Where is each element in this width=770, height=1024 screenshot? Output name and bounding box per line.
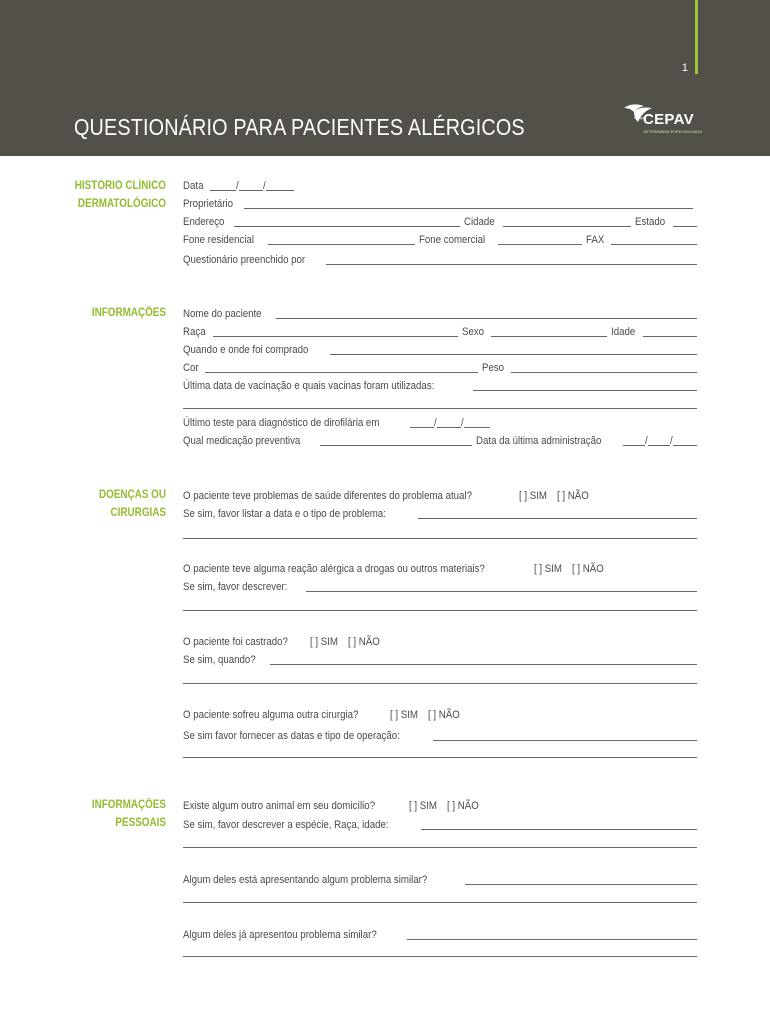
comprado-label: Quando e onde foi comprado: [183, 344, 309, 356]
doencas-q4-text: O paciente sofreu alguma outra cirurgia?: [183, 709, 359, 721]
doencas-q1-detail: Se sim, favor listar a data e o tipo de problema:: [183, 508, 386, 520]
pessoais-q2-field[interactable]: [465, 872, 697, 885]
pessoais-q1-row: [183, 797, 697, 813]
doencas-q2-detail: Se sim, favor descrever:: [183, 581, 288, 593]
pessoais-q2-text: Algum deles está apresentando algum problema similar?: [183, 874, 428, 886]
ultima-admin-label: Data da última administração: [476, 435, 602, 447]
date-slash: /: [644, 435, 648, 447]
doencas-q4-extra-line[interactable]: [183, 757, 697, 758]
fax-label: FAX: [586, 234, 605, 246]
fone-comercial-field[interactable]: [498, 232, 582, 245]
sexo-label: Sexo: [462, 326, 485, 338]
pessoais-q1-detail-row: [183, 816, 697, 832]
section-label-historico: [28, 177, 166, 213]
doencas-q3-detail-row: [183, 651, 697, 667]
cor-field[interactable]: [205, 360, 478, 373]
doencas-q2-nao[interactable]: [ ] NÃO: [571, 563, 604, 575]
doencas-q2-sim[interactable]: [ ] SIM: [534, 563, 562, 575]
pessoais-q2-extra-line[interactable]: [183, 902, 697, 903]
fone-comercial-label: Fone comercial: [419, 234, 486, 246]
fax-field[interactable]: [611, 232, 697, 245]
header-banner: [0, 0, 770, 156]
fone-residencial-field[interactable]: [268, 232, 415, 245]
date-slash: /: [461, 417, 464, 429]
doencas-q1-nao[interactable]: [ ] NÃO: [557, 490, 589, 502]
section-label-informacoes: [28, 304, 166, 322]
pessoais-q3-field[interactable]: [407, 927, 697, 940]
doencas-q2-field[interactable]: [306, 579, 697, 592]
dirofilaria-row: [183, 414, 697, 430]
logo-subtitle: VETERINÁRIA ESPECIALIZADA: [643, 129, 702, 134]
fone-row: [183, 231, 697, 247]
pessoais-q1-detail: Se sim, favor descrever a espécie, Raça, idade:: [183, 819, 389, 831]
proprietario-label: Proprietário: [183, 198, 234, 210]
doencas-q4-nao[interactable]: [ ] NÃO: [428, 709, 460, 721]
raca-row: [183, 323, 697, 339]
admin-month-field[interactable]: [648, 433, 670, 446]
proprietario-row: [183, 195, 697, 211]
pessoais-q3-row: [183, 926, 697, 942]
date-slash: /: [669, 435, 673, 447]
doencas-q1-extra-line[interactable]: [183, 538, 697, 539]
pessoais-q1-field[interactable]: [421, 817, 697, 830]
date-slash: /: [263, 180, 267, 192]
vacinacao-label: Última data de vacinação e quais vacinas foram utilizadas:: [183, 380, 435, 392]
label-line: DERMATOLÓGICO: [77, 198, 166, 210]
doencas-q3-nao[interactable]: [ ] NÃO: [348, 636, 380, 648]
doencas-q1-sim[interactable]: [ ] SIM: [519, 490, 548, 502]
doencas-q1-field[interactable]: [418, 506, 697, 519]
label-line: PESSOAIS: [115, 817, 166, 829]
cepav-logo: [622, 102, 702, 138]
doencas-q2-detail-row: [183, 578, 697, 594]
endereco-field[interactable]: [234, 214, 460, 227]
raca-label: Raça: [183, 326, 206, 338]
diro-year-field[interactable]: [464, 415, 490, 428]
preenchido-field[interactable]: [326, 252, 697, 265]
pessoais-q1-sim[interactable]: [ ] SIM: [409, 800, 438, 812]
preenchido-label: Questionário preenchido por: [183, 254, 306, 266]
endereco-row: [183, 213, 697, 229]
vacinacao-row: [183, 377, 697, 393]
admin-year-field[interactable]: [673, 433, 697, 446]
doencas-q2-extra-line[interactable]: [183, 610, 697, 611]
doencas-q1-row: [183, 487, 697, 503]
vacinacao-field[interactable]: [473, 378, 697, 391]
doencas-q4-row: [183, 706, 697, 722]
pessoais-q1-text: Existe algum outro animal em seu domicílio?: [183, 800, 376, 812]
doencas-q4-detail: Se sim favor fornecer as datas e tipo de operação:: [183, 730, 400, 742]
doencas-q1-text: O paciente teve problemas de saúde diferentes do problema atual?: [183, 490, 472, 502]
pessoais-q3-extra-line[interactable]: [183, 956, 697, 957]
preenchido-row: [183, 251, 697, 267]
doencas-q4-sim[interactable]: [ ] SIM: [390, 709, 419, 721]
pessoais-q3-text: Algum deles já apresentou problema similar?: [183, 929, 377, 941]
label-line: DOENÇAS OU: [98, 489, 166, 501]
nome-field[interactable]: [276, 306, 697, 319]
doencas-q3-detail: Se sim, quando?: [183, 654, 256, 666]
proprietario-field[interactable]: [244, 196, 693, 209]
medicacao-label: Qual medicação preventiva: [183, 435, 301, 447]
label-line: HISTÓRIO CLÍNICO: [74, 180, 166, 192]
peso-label: Peso: [481, 362, 504, 374]
nome-row: [183, 305, 697, 321]
doencas-q3-sim[interactable]: [ ] SIM: [310, 636, 339, 648]
cidade-field[interactable]: [503, 214, 631, 227]
endereco-label: Endereço: [183, 216, 225, 228]
logo-small-text: Grupo: [634, 115, 646, 120]
comprado-field[interactable]: [330, 342, 698, 355]
month-field[interactable]: [239, 178, 263, 191]
cor-label: Cor: [183, 362, 199, 374]
doencas-q1-detail-row: [183, 505, 697, 521]
fone-residencial-label: Fone residencial: [183, 234, 255, 246]
cidade-label: Cidade: [463, 216, 495, 228]
cor-row: [183, 359, 697, 375]
pessoais-q2-row: [183, 871, 697, 887]
data-row: [183, 177, 697, 193]
pessoais-q1-extra-line[interactable]: [183, 847, 697, 848]
sexo-field[interactable]: [491, 324, 607, 337]
pessoais-q1-nao[interactable]: [ ] NÃO: [447, 800, 479, 812]
nome-label: Nome do paciente: [183, 308, 262, 320]
doencas-q3-field[interactable]: [270, 652, 697, 665]
doencas-q2-row: [183, 560, 697, 576]
date-slash: /: [434, 417, 437, 429]
raca-field[interactable]: [213, 324, 459, 337]
estado-label: Estado: [634, 216, 665, 228]
vacinacao-extra-line[interactable]: [183, 408, 697, 409]
diro-month-field[interactable]: [437, 415, 461, 428]
page-number: 1: [681, 62, 688, 74]
doencas-q4-detail-row: [183, 727, 697, 743]
peso-field[interactable]: [511, 360, 697, 373]
year-field[interactable]: [266, 178, 294, 191]
data-label: Data: [183, 180, 204, 192]
page-title: QUESTIONÁRIO PARA PACIENTES ALÉRGICOS: [74, 114, 525, 140]
diro-day-field[interactable]: [410, 415, 434, 428]
doencas-q3-extra-line[interactable]: [183, 683, 697, 684]
medicacao-field[interactable]: [320, 433, 472, 446]
label-line: CIRURGIAS: [110, 507, 166, 519]
idade-field[interactable]: [643, 324, 697, 337]
doencas-q2-text: O paciente teve alguma reação alérgica a drogas ou outros materiais?: [183, 563, 485, 575]
day-field[interactable]: [210, 178, 236, 191]
idade-label: Idade: [611, 326, 636, 338]
date-slash: /: [236, 180, 239, 192]
doencas-q4-field[interactable]: [433, 728, 697, 741]
admin-day-field[interactable]: [623, 433, 645, 446]
logo-text: CEPAV: [643, 111, 694, 128]
estado-field[interactable]: [673, 214, 697, 227]
comprado-row: [183, 341, 697, 357]
doencas-q3-row: [183, 633, 697, 649]
label-line: INFORMAÇÕES: [91, 307, 166, 319]
section-label-pessoais: [28, 796, 166, 832]
doencas-q3-text: O paciente foi castrado?: [183, 636, 288, 648]
dirofilaria-label: Último teste para diagnóstico de dirofilária em: [183, 417, 380, 429]
section-label-doencas: [28, 486, 166, 522]
accent-line: [695, 0, 698, 74]
medicacao-row: [183, 432, 697, 448]
label-line: INFORMAÇÕES: [91, 799, 166, 811]
